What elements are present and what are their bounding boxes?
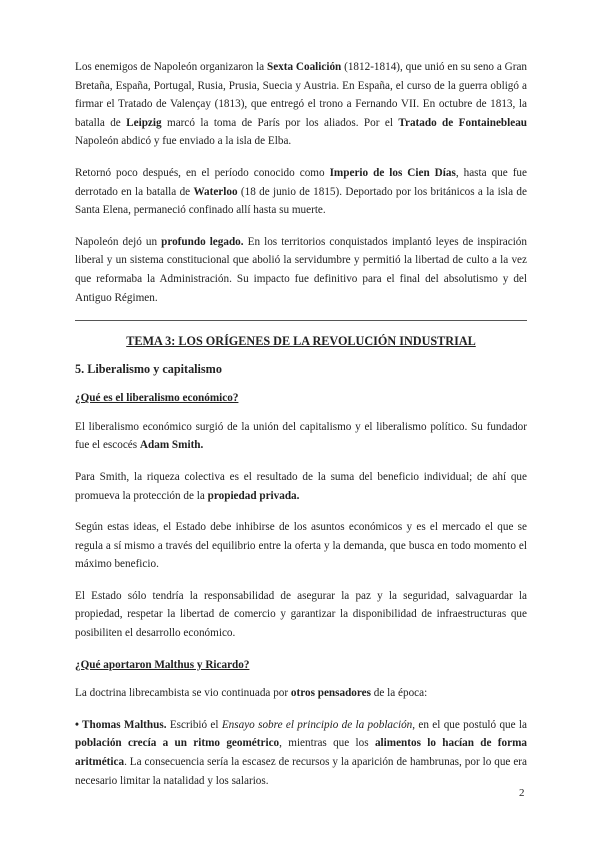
bold-term: propiedad privada.	[207, 489, 300, 502]
section-divider	[75, 320, 527, 321]
bold-term: población crecía a un ritmo geométrico	[75, 737, 280, 750]
book-title: Ensayo sobre el principio de la población	[221, 718, 413, 731]
bold-term: Waterloo	[193, 185, 238, 198]
question-heading-malthus-ricardo: ¿Qué aportaron Malthus y Ricardo?	[75, 658, 250, 671]
paragraph-cien-dias: Retornó poco después, en el período conocido como Imperio de los Cien Días, hasta que fue derrotado en la batalla de Waterloo (18 de junio de 1815). Deportado por los británicos a la isla de Santa Elena, permaneció confinado allí hasta su muerte.	[75, 166, 527, 217]
bold-term: Imperio de los Cien Días	[329, 166, 456, 179]
page-number: 2	[519, 787, 525, 799]
paragraph-mercado: Según estas ideas, el Estado debe inhibirse de los asuntos económicos y es el mercado el que se regula a sí mismo a través del equilibrio entre la oferta y la demanda, que busca en todo momento el máximo beneficio.	[75, 521, 527, 571]
bold-term: alimentos lo hacían de forma aritmética	[75, 737, 527, 769]
bold-term: otros pensadores	[290, 687, 371, 700]
paragraph-propiedad-privada: Para Smith, la riqueza colectiva es el resultado de la suma del beneficio individual; de ahí que promueva la protección de la propiedad privada.	[75, 470, 527, 502]
paragraph-adam-smith: El liberalismo económico surgió de la unión del capitalismo y el liberalismo político. Su fundador fue el escocés Adam Smith.	[75, 420, 527, 452]
paragraph-legado: Napoleón dejó un profundo legado. En los territorios conquistados implantó leyes de inspiración liberal y un sistema constitucional que abolió la servidumbre y permitió la libertad de culto a la vez que reformaba la Administración. Su impacto fue definitivo para el final del absolutismo y del Antiguo Régimen.	[75, 235, 527, 304]
bold-term: Adam Smith.	[139, 439, 204, 452]
bullet-thomas-malthus: • Thomas Malthus. Escribió el Ensayo sobre el principio de la población, en el que postuló que la población crecía a un ritmo geométrico, mientras que los alimentos lo hacían de forma aritmética. La consecuencia sería la escasez de recursos y la aparición de hambrunas, por lo que era necesario limitar la natalidad y los salarios.	[75, 718, 527, 787]
paragraph-sexta-coalicion: Los enemigos de Napoleón organizaron la Sexta Coalición (1812-1814), que unió en su seno a Gran Bretaña, España, Portugal, Rusia, Prusia, Suecia y Austria. En España, el curso de la guerra obligó a firmar el Tratado de Valençay (1813), que entregó el trono a Fernando VII. En octubre de 1813, la batalla de Leipzig marcó la toma de París por los aliados. Por el Tratado de Fontainebleau Napoleón abdicó y fue enviado a la isla de Elba.	[75, 61, 528, 148]
bold-term: Sexta Coalición	[266, 61, 342, 73]
section-title: 5. Liberalismo y capitalismo	[75, 362, 222, 377]
paragraph-estado: El Estado sólo tendría la responsabilidad de asegurar la paz y la seguridad, salvaguardar la propiedad, respetar la libertad de comercio y garantizar la disponibilidad de infraestructuras que posibiliten el desarrollo económico.	[75, 589, 527, 640]
bold-term: Tratado de Fontainebleau	[398, 116, 528, 129]
question-heading-liberalismo: ¿Qué es el liberalismo económico?	[75, 392, 239, 405]
bold-term: profundo legado.	[161, 235, 244, 248]
tema-title: TEMA 3: LOS ORÍGENES DE LA REVOLUCIÓN INDUSTRIAL	[126, 334, 476, 349]
paragraph-doctrina: La doctrina librecambista se vio continuada por otros pensadores de la época:	[75, 687, 428, 700]
bold-term: Leipzig	[126, 116, 162, 129]
bullet-label: • Thomas Malthus.	[75, 718, 167, 731]
page-content	[75, 58, 527, 803]
